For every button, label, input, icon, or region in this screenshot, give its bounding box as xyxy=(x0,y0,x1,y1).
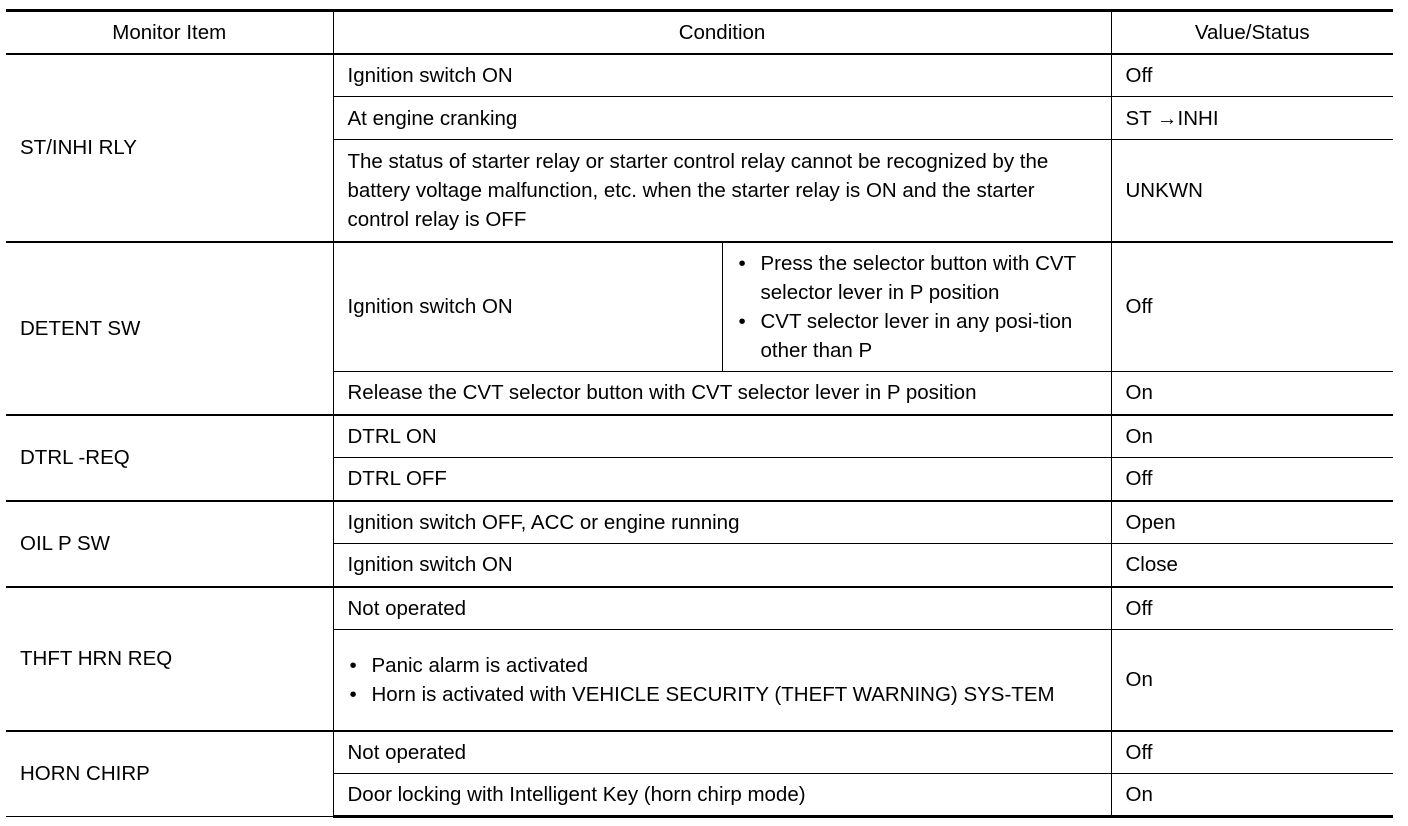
value-cell: On xyxy=(1111,630,1393,731)
condition-cell: Ignition switch OFF, ACC or engine running xyxy=(333,501,1111,544)
value-cell: On xyxy=(1111,372,1393,415)
condition-cell: Door locking with Intelligent Key (horn chirp mode) xyxy=(333,774,1111,817)
sub-condition-cell xyxy=(722,242,1111,372)
table-row xyxy=(6,242,1393,372)
header-monitor-item: Monitor Item xyxy=(6,11,333,54)
table-row xyxy=(6,587,1393,630)
value-cell: Open xyxy=(1111,501,1393,544)
value-cell: Off xyxy=(1111,731,1393,774)
list-item: • Press the selector button with CVT selector lever in P position xyxy=(737,249,1097,307)
table-row xyxy=(6,415,1393,458)
condition-cell: Release the CVT selector button with CVT selector lever in P position xyxy=(333,372,1111,415)
header-value-status: Value/Status xyxy=(1111,11,1393,54)
condition-cell: DTRL OFF xyxy=(333,458,1111,501)
monitor-item-cell: HORN CHIRP xyxy=(6,731,333,817)
monitor-item-cell: DETENT SW xyxy=(6,242,333,415)
table-row xyxy=(6,54,1393,97)
value-cell: Close xyxy=(1111,544,1393,587)
header-condition: Condition xyxy=(333,11,1111,54)
table-header-row xyxy=(6,11,1393,54)
value-cell: On xyxy=(1111,774,1393,817)
condition-cell: The status of starter relay or starter control relay cannot be recognized by the battery voltage malfunction, etc. when the starter relay is ON and the starter control relay is OFF xyxy=(333,140,1111,242)
condition-cell: Ignition switch ON xyxy=(333,242,722,372)
monitor-table xyxy=(6,9,1393,818)
condition-cell: Not operated xyxy=(333,731,1111,774)
value-cell: Off xyxy=(1111,242,1393,372)
monitor-item-cell: DTRL -REQ xyxy=(6,415,333,501)
value-cell: Off xyxy=(1111,587,1393,630)
table-row xyxy=(6,501,1393,544)
condition-cell xyxy=(333,630,1111,731)
list-item: • CVT selector lever in any posi-tion other than P xyxy=(737,307,1097,365)
value-cell: UNKWN xyxy=(1111,140,1393,242)
value-cell: Off xyxy=(1111,458,1393,501)
condition-cell: Not operated xyxy=(333,587,1111,630)
list-item: • Panic alarm is activated xyxy=(348,651,1097,680)
value-cell: Off xyxy=(1111,54,1393,97)
condition-cell: DTRL ON xyxy=(333,415,1111,458)
condition-cell: Ignition switch ON xyxy=(333,54,1111,97)
monitor-item-cell: ST/INHI RLY xyxy=(6,54,333,242)
condition-list xyxy=(348,651,1097,709)
condition-cell: At engine cranking xyxy=(333,97,1111,140)
value-cell: On xyxy=(1111,415,1393,458)
list-item: • Horn is activated with VEHICLE SECURITY (THEFT WARNING) SYS-TEM xyxy=(348,680,1097,709)
condition-cell: Ignition switch ON xyxy=(333,544,1111,587)
value-cell: ST →INHI xyxy=(1111,97,1393,140)
table-row xyxy=(6,731,1393,774)
monitor-item-cell: OIL P SW xyxy=(6,501,333,587)
sub-condition-list xyxy=(737,249,1097,365)
monitor-item-cell: THFT HRN REQ xyxy=(6,587,333,731)
